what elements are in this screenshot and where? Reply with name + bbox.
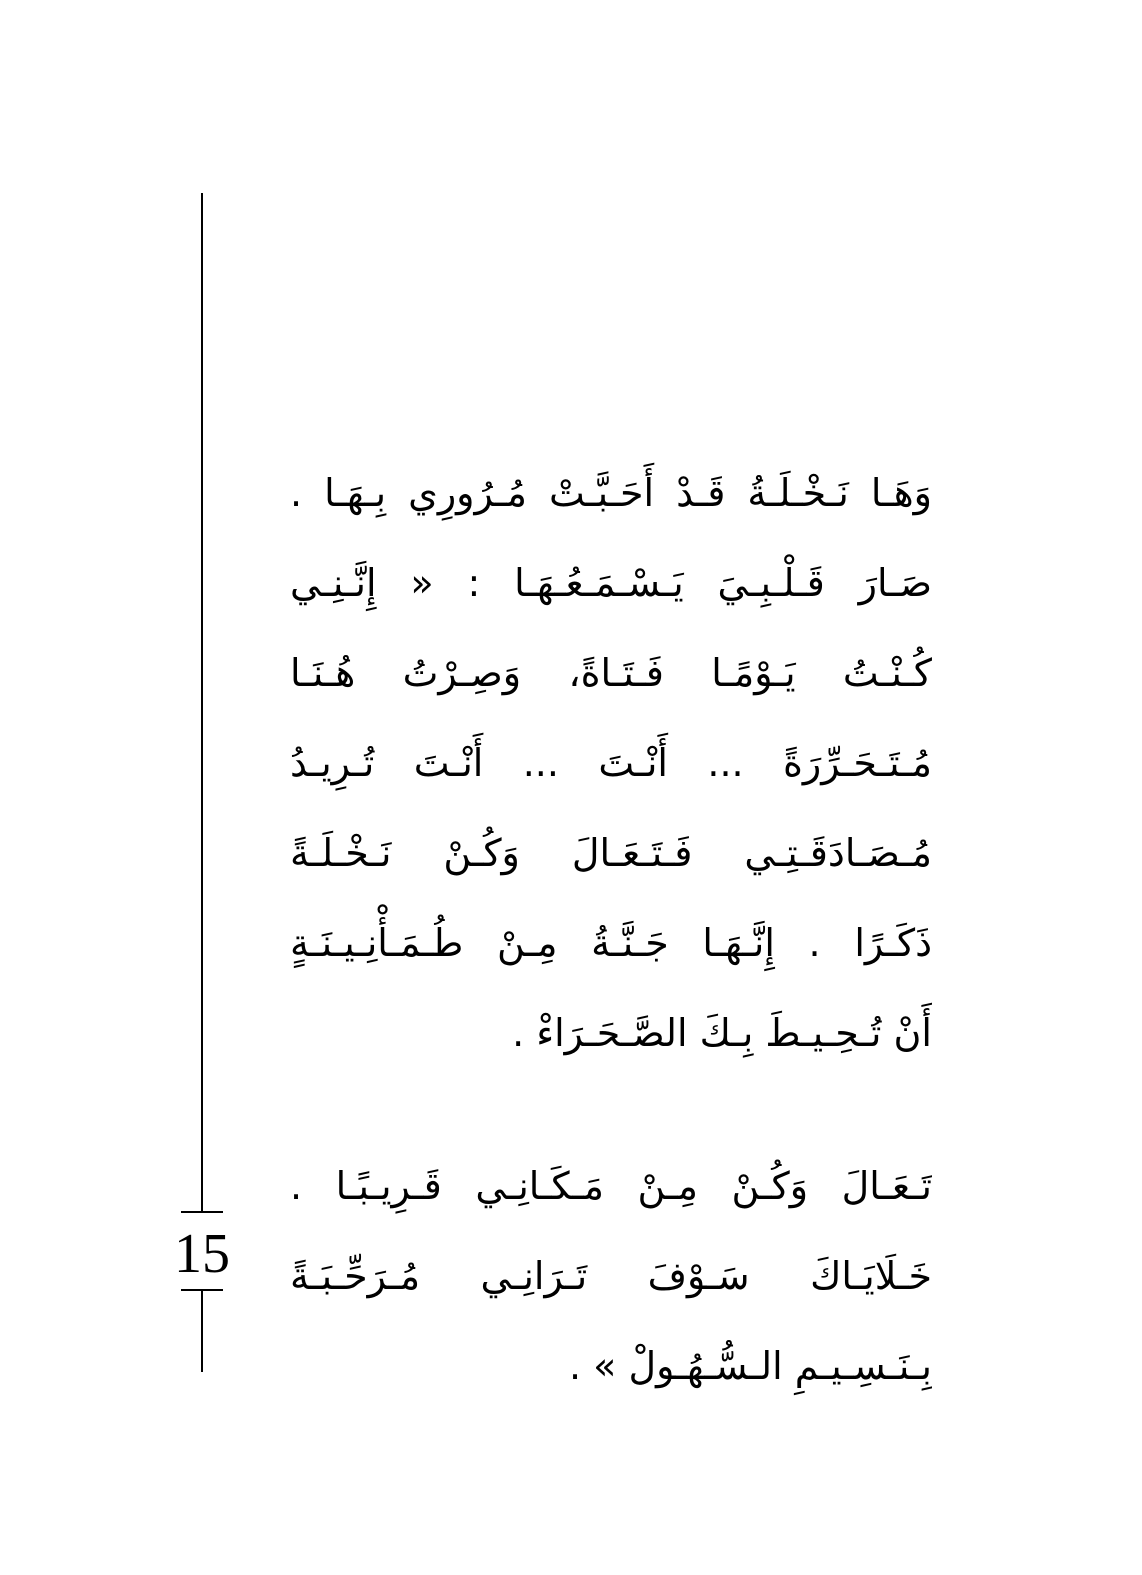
page-number-tick-upper: [181, 1211, 223, 1213]
text-line: أَنْ تُـحِـيـطَ بِـكَ الصَّـحَـرَاءْ .: [512, 1011, 932, 1055]
text-line: بِـنَـسِـيـمِ الـسُّـهُـولْ » .: [569, 1344, 932, 1388]
paragraph-1: [290, 448, 932, 1078]
text-line: صَـارَ قَـلْـبِـيَ يَـسْـمَـعُـهَـا : « إِنَّـنِـي: [290, 561, 932, 605]
page-number: 15: [174, 1223, 230, 1285]
text-line: وَهَـا نَـخْـلَـةُ قَـدْ أَحَـبَّـتْ مُـرُورِي بِـهَـا .: [290, 471, 932, 515]
text-line: خَـلَايَـاكَ سَـوْفَ تَـرَانِـي مُـرَحِّـبَـةً: [290, 1254, 932, 1298]
text-line: تَـعَـالَ وَكُـنْ مِـنْ مَـكَـانِـي قَـرِيـبًـا .: [290, 1164, 932, 1208]
paragraph-2: [290, 1141, 932, 1411]
text-line: كُـنْـتُ يَـوْمًـا فَـتَـاةً، وَصِـرْتُ هُـنَـا: [290, 651, 932, 695]
text-line: ذَكَـرًا . إِنَّـهَـا جَـنَّـةُ مِـنْ طُـمَـأْنِـيـنَـةٍ: [290, 921, 932, 965]
margin-rule-upper: [201, 193, 203, 1213]
text-line: مُـتَـحَـرِّرَةً ... أَنْـتَ ... أَنْـتَ تُـرِيـدُ: [290, 741, 932, 785]
margin-rule-lower: [201, 1290, 203, 1372]
text-line: مُـصَـادَقَـتِـي فَـتَـعَـالَ وَكُـنْ نَـخْـلَـةً: [290, 831, 932, 875]
